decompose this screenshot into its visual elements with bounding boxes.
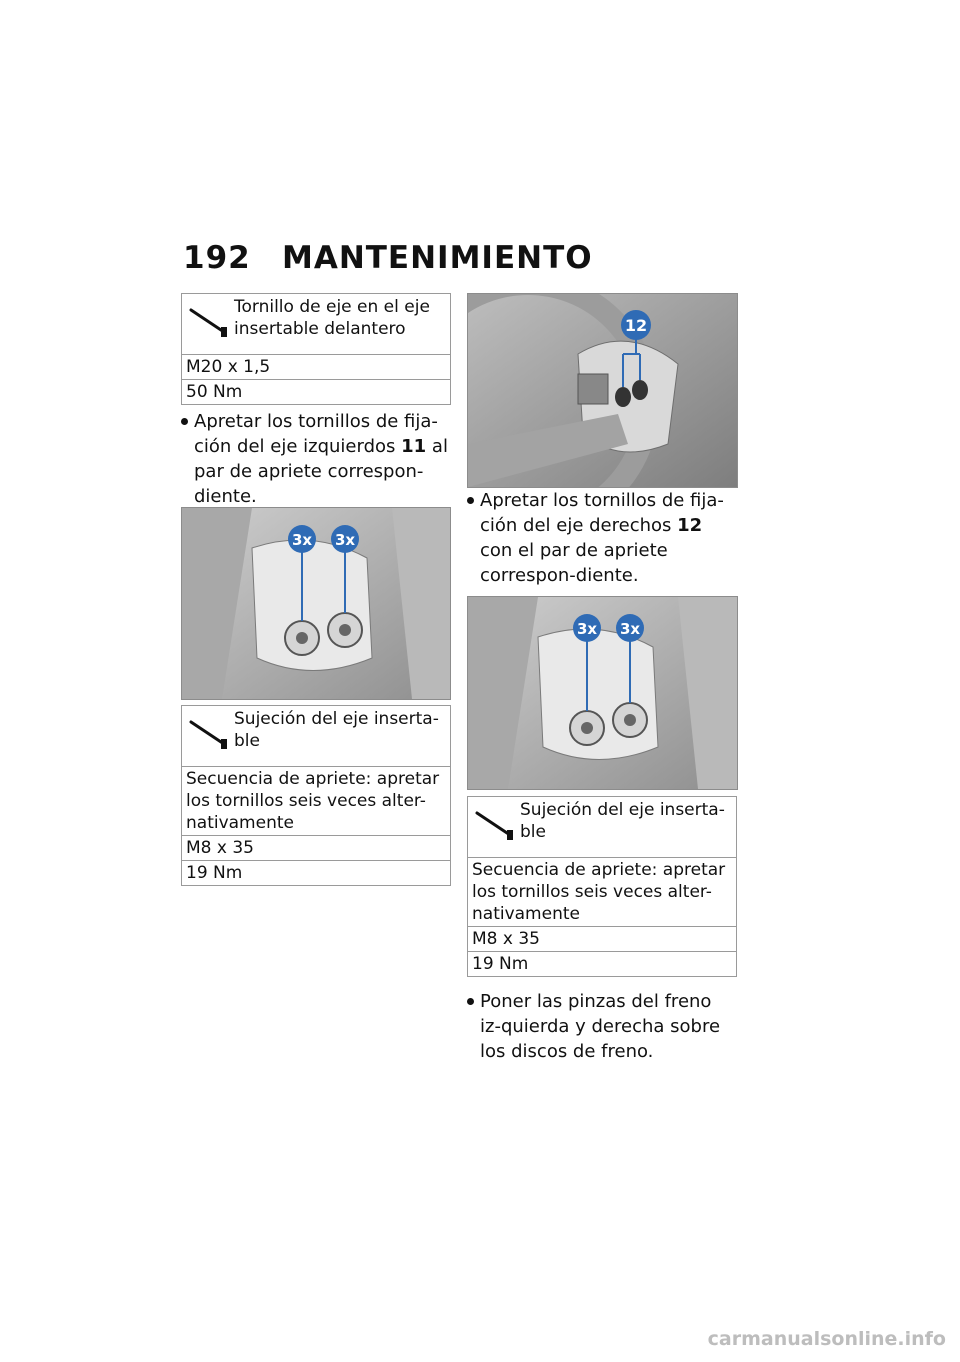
spec-header <box>182 706 450 766</box>
step-text: con el par de apriete correspon-diente. <box>480 540 668 586</box>
callout-label: 3x <box>291 531 313 549</box>
watermark: carmanualsonline.info <box>707 1328 946 1350</box>
page-title: MANTENIMIENTO <box>282 240 593 276</box>
spec-row: Secuencia de apriete: apretar los tornillos seis veces alter-nativamente <box>468 857 736 926</box>
spec-title: Tornillo de eje en el eje insertable delantero <box>234 297 430 339</box>
page-number: 192 <box>183 240 251 276</box>
bullet-dot-icon <box>467 998 474 1005</box>
spec-row: M20 x 1,5 <box>182 354 450 379</box>
axle-detail-photo-right <box>467 293 738 488</box>
right-step-2 <box>467 488 737 588</box>
callout-label: 3x <box>619 620 641 638</box>
torque-wrench-icon <box>188 716 232 752</box>
left-column-lower <box>181 705 451 886</box>
torque-spec-table <box>181 705 451 886</box>
callout-label: 3x <box>576 620 598 638</box>
step-text: Apretar los tornillos de fija-ción del eje derechos <box>480 490 724 536</box>
right-column-lower <box>467 796 737 1064</box>
step-text: Apretar los tornillos de fija-ción del eje izquierdos <box>194 411 438 457</box>
step-reference: 11 <box>401 436 427 457</box>
spec-row: M8 x 35 <box>468 926 736 951</box>
spec-row: 19 Nm <box>182 860 450 885</box>
step-text: al par de apriete correspon-diente. <box>194 436 448 507</box>
torque-spec-table <box>181 293 451 405</box>
torque-wrench-icon <box>188 304 232 340</box>
instruction-step <box>467 989 737 1064</box>
callout-label: 12 <box>624 316 648 335</box>
step-reference: 12 <box>677 515 703 536</box>
spec-title: Sujeción del eje inserta-ble <box>234 709 439 751</box>
spec-title: Sujeción del eje inserta-ble <box>520 800 725 842</box>
torque-spec-table <box>467 796 737 977</box>
spec-row: 50 Nm <box>182 379 450 404</box>
left-column <box>181 293 451 509</box>
axle-clamp-photo-right <box>467 596 738 790</box>
torque-wrench-icon <box>474 807 518 843</box>
spec-row: Secuencia de apriete: apretar los tornillos seis veces alter-nativamente <box>182 766 450 835</box>
instruction-step <box>181 409 451 509</box>
spec-header <box>182 294 450 354</box>
axle-clamp-photo-left <box>181 507 451 700</box>
spec-row: M8 x 35 <box>182 835 450 860</box>
bullet-dot-icon <box>467 497 474 504</box>
spec-header <box>468 797 736 857</box>
instruction-step <box>467 488 737 588</box>
bullet-dot-icon <box>181 418 188 425</box>
spec-row: 19 Nm <box>468 951 736 976</box>
callout-label: 3x <box>334 531 356 549</box>
step-text: Poner las pinzas del freno iz-quierda y derecha sobre los discos de freno. <box>480 991 721 1062</box>
